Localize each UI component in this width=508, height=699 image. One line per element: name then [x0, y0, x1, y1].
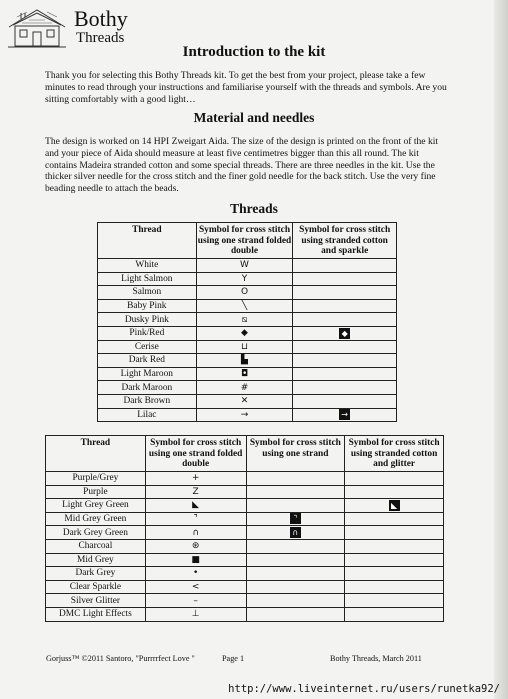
table1-header-thread: Thread [98, 223, 197, 259]
table-row [98, 259, 397, 273]
symbol-folded-cell [145, 485, 246, 499]
symbol-glitter-cell [345, 485, 444, 499]
symbol-folded-cell [145, 594, 246, 608]
stitch-symbol-icon: ▙ [241, 355, 248, 366]
symbol-sparkle-cell [293, 367, 397, 381]
thread-name: Baby Pink [98, 299, 197, 313]
symbol-one-strand-cell [246, 553, 345, 567]
table-row [46, 539, 444, 553]
stitch-symbol-icon: ✕ [240, 396, 249, 407]
table2-header-symbol-folded: Symbol for cross stitch using one strand folded double [145, 436, 246, 472]
stitch-symbol-icon: → [339, 409, 350, 420]
symbol-folded-cell [196, 286, 293, 300]
thread-name: Pink/Red [98, 326, 197, 340]
thread-name: White [98, 259, 197, 273]
stitch-symbol-icon: ◣ [192, 500, 200, 511]
table-row [98, 367, 397, 381]
symbol-one-strand-cell [246, 526, 345, 540]
thread-name: Lilac [98, 408, 197, 422]
material-paragraph: The design is worked on 14 HPI Zweigart Aida. The size of the design is printed on the front of the kit and your piece of Aida should measure at least five centimetres bigger than this all round. The kit contains Madeira stranded cotton and some special threads. There are three needles in the kit. Use the thicker silver needle for the cross stitch and the finer gold needle for the back stitch. Use the very fine beading needle to attach the beads. [45, 136, 439, 195]
symbol-one-strand-cell [246, 499, 345, 513]
table1-header-symbol-sparkle: Symbol for cross stitch using stranded cotton and sparkle [293, 223, 397, 259]
table2-header-thread: Thread [46, 436, 146, 472]
stitch-symbol-icon: W [240, 260, 249, 271]
thread-name: Salmon [98, 286, 197, 300]
symbol-folded-cell [196, 326, 293, 340]
table2-header-symbol-glitter: Symbol for cross stitch using stranded cotton and glitter [345, 436, 444, 472]
stitch-symbol-icon: ◣ [389, 500, 400, 511]
symbol-folded-cell [196, 259, 293, 273]
symbol-glitter-cell [345, 580, 444, 594]
symbol-folded-cell [196, 394, 293, 408]
table-row [98, 340, 397, 354]
thread-name: Dusky Pink [98, 313, 197, 327]
stitch-symbol-icon: # [240, 382, 249, 393]
symbol-one-strand-cell [246, 607, 345, 621]
symbol-sparkle-cell [293, 299, 397, 313]
thread-name: Clear Sparkle [46, 580, 146, 594]
symbol-folded-cell [196, 313, 293, 327]
table-row [98, 394, 397, 408]
stitch-symbol-icon: • [192, 568, 199, 579]
symbol-folded-cell [145, 567, 246, 581]
symbol-sparkle-cell [293, 313, 397, 327]
symbol-one-strand-cell [246, 567, 345, 581]
symbol-glitter-cell [345, 472, 444, 486]
stitch-symbol-icon: ⌝ [193, 514, 198, 525]
intro-paragraph: Thank you for selecting this Bothy Threads kit. To get the best from your project, please take a few minutes to read through your instructions and familiarise yourself with the threads and symbols. Are you sitting comfortably with a good light… [45, 70, 447, 105]
table-row [46, 499, 444, 513]
table-row [98, 326, 397, 340]
symbol-sparkle-cell [293, 394, 397, 408]
symbol-sparkle-cell [293, 286, 397, 300]
table-row [98, 381, 397, 395]
table-row [98, 299, 397, 313]
footer-date: Bothy Threads, March 2011 [330, 654, 422, 663]
thread-name: Mid Grey Green [46, 512, 146, 526]
table-row [98, 354, 397, 368]
thread-name: Dark Grey Green [46, 526, 146, 540]
symbol-folded-cell [196, 354, 293, 368]
symbol-sparkle-cell [293, 259, 397, 273]
symbol-glitter-cell [345, 553, 444, 567]
thread-name: Mid Grey [46, 553, 146, 567]
stitch-symbol-icon: ╲ [241, 301, 248, 312]
symbol-sparkle-cell [293, 354, 397, 368]
symbol-glitter-cell [345, 526, 444, 540]
brand-line2: Threads [76, 30, 125, 46]
thread-name: Light Grey Green [46, 499, 146, 513]
symbol-glitter-cell [345, 499, 444, 513]
stitch-symbol-icon: ◘ [240, 369, 249, 380]
table-row [46, 485, 444, 499]
symbol-folded-cell [196, 272, 293, 286]
stitch-symbol-icon: – [193, 595, 198, 606]
symbol-sparkle-cell [293, 408, 397, 422]
table-row [98, 313, 397, 327]
stitch-symbol-icon: ◆ [241, 328, 248, 339]
symbol-folded-cell [196, 381, 293, 395]
stitch-symbol-icon: < [191, 582, 200, 593]
footer-copyright: Gorjuss™ ©2011 Santoro, "Purrrrfect Love " [46, 654, 195, 663]
symbol-sparkle-cell [293, 340, 397, 354]
stitch-symbol-icon: ∩ [192, 527, 199, 538]
stitch-symbol-icon: Y [241, 273, 248, 284]
symbol-folded-cell [145, 472, 246, 486]
thread-name: Dark Brown [98, 394, 197, 408]
symbol-folded-cell [196, 408, 293, 422]
thread-name: DMC Light Effects [46, 607, 146, 621]
table-row [46, 567, 444, 581]
stitch-symbol-icon: → [240, 409, 249, 420]
symbol-folded-cell [145, 526, 246, 540]
symbol-folded-cell [145, 539, 246, 553]
stitch-symbol-icon: O [240, 287, 249, 298]
symbol-folded-cell [145, 553, 246, 567]
symbol-glitter-cell [345, 567, 444, 581]
thread-name: Light Maroon [98, 367, 197, 381]
symbol-folded-cell [145, 512, 246, 526]
table-row [46, 594, 444, 608]
thread-name: Dark Red [98, 354, 197, 368]
symbol-folded-cell [196, 367, 293, 381]
thread-name: Dark Grey [46, 567, 146, 581]
thread-name: Silver Glitter [46, 594, 146, 608]
symbol-glitter-cell [345, 607, 444, 621]
table1-header-symbol-folded: Symbol for cross stitch using one strand folded double [196, 223, 293, 259]
stitch-symbol-icon: ⌝ [290, 513, 301, 524]
table-row [46, 472, 444, 486]
threads-table-1 [97, 222, 397, 422]
symbol-sparkle-cell [293, 326, 397, 340]
symbol-folded-cell [145, 499, 246, 513]
stitch-symbol-icon: ⊛ [191, 541, 200, 552]
table-row [46, 607, 444, 621]
symbol-one-strand-cell [246, 512, 345, 526]
symbol-glitter-cell [345, 512, 444, 526]
stitch-symbol-icon: + [191, 473, 200, 484]
symbol-folded-cell [145, 607, 246, 621]
stitch-symbol-icon: ◆ [339, 328, 350, 339]
thread-name: Light Salmon [98, 272, 197, 286]
table-row [46, 526, 444, 540]
stitch-symbol-icon: Z [192, 486, 199, 497]
threads-heading: Threads [230, 201, 278, 216]
stitch-symbol-icon: ⊥ [191, 609, 200, 620]
table-row [98, 408, 397, 422]
stitch-symbol-icon: ⊔ [240, 341, 249, 352]
table-row [46, 512, 444, 526]
thread-name: Purple [46, 485, 146, 499]
bothy-house-logo [7, 7, 67, 49]
symbol-one-strand-cell [246, 485, 345, 499]
thread-name: Cerise [98, 340, 197, 354]
symbol-folded-cell [196, 340, 293, 354]
thread-name: Purple/Grey [46, 472, 146, 486]
thread-name: Dark Maroon [98, 381, 197, 395]
table-row [98, 286, 397, 300]
stitch-symbol-icon: ∩ [290, 527, 301, 538]
symbol-sparkle-cell [293, 381, 397, 395]
symbol-one-strand-cell [246, 594, 345, 608]
watermark-url[interactable]: http://www.liveinternet.ru/users/runetka92/ [228, 683, 500, 695]
symbol-one-strand-cell [246, 580, 345, 594]
symbol-sparkle-cell [293, 272, 397, 286]
symbol-folded-cell [145, 580, 246, 594]
symbol-one-strand-cell [246, 472, 345, 486]
symbol-folded-cell [196, 299, 293, 313]
page-edge-shadow [494, 0, 508, 699]
table-row [98, 272, 397, 286]
stitch-symbol-icon: ⧅ [241, 314, 248, 325]
symbol-glitter-cell [345, 539, 444, 553]
table-row [46, 580, 444, 594]
symbol-one-strand-cell [246, 539, 345, 553]
table-row [46, 553, 444, 567]
page-title: Introduction to the kit [182, 44, 326, 60]
symbol-glitter-cell [345, 594, 444, 608]
thread-name: Charcoal [46, 539, 146, 553]
material-heading: Material and needles [193, 110, 315, 125]
threads-table-2 [45, 435, 444, 622]
stitch-symbol-icon: ■ [191, 554, 200, 565]
table2-header-symbol-one-strand: Symbol for cross stitch using one strand [246, 436, 345, 472]
footer-page-number: Page 1 [222, 654, 245, 663]
brand-line1: Bothy [74, 6, 128, 31]
brand-name [74, 8, 128, 46]
